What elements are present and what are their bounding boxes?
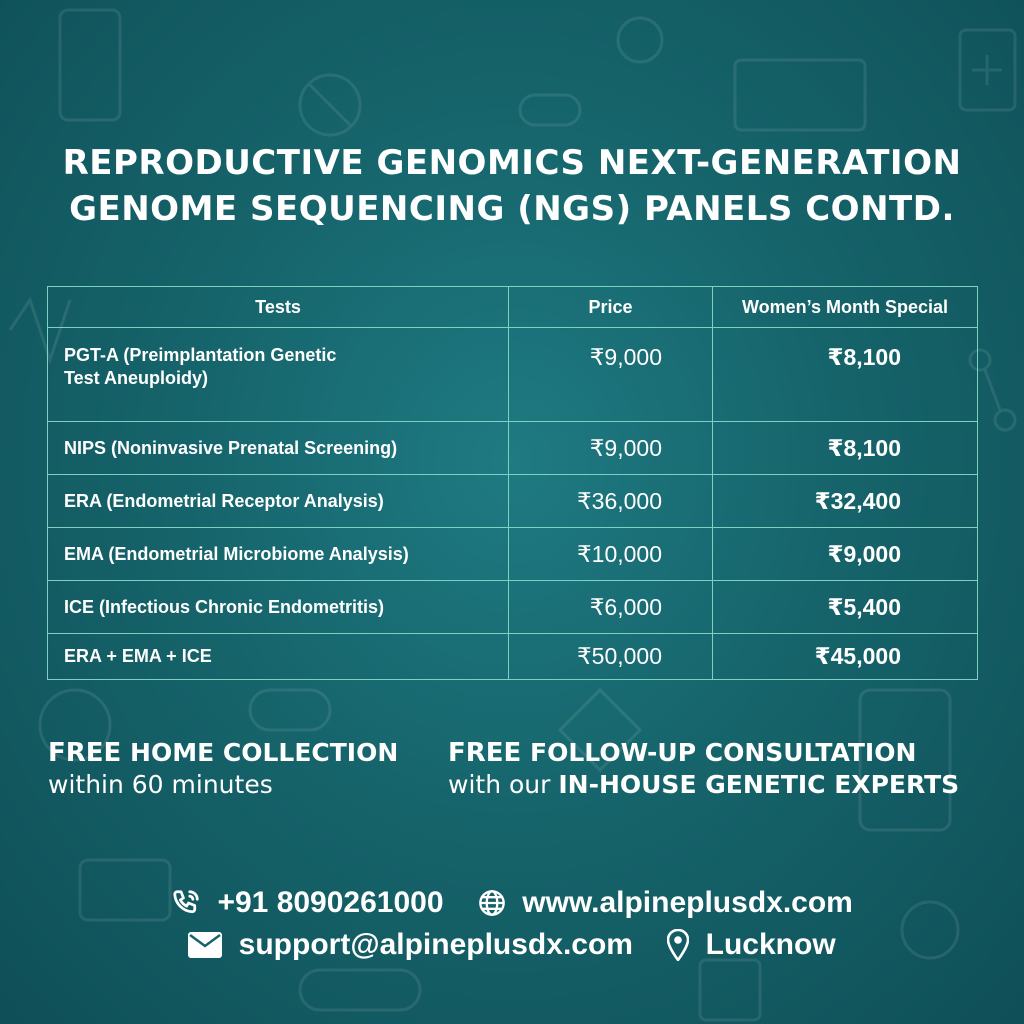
perk-detail-highlight: IN-HOUSE GENETIC EXPERTS: [558, 770, 960, 799]
perk-detail: within 60 minutes: [48, 770, 273, 799]
title-line-2: GENOME SEQUENCING (NGS) PANELS CONTD.: [69, 189, 955, 229]
table-row: [48, 422, 978, 475]
table-header-row: [48, 287, 978, 328]
table-row: [48, 581, 978, 634]
column-header-price: Price: [509, 287, 713, 328]
table-row: [48, 475, 978, 528]
special-price-cell: ₹8,100: [713, 328, 978, 422]
home-collection-perk: [48, 737, 398, 801]
phone-icon: [171, 888, 201, 918]
email-contact[interactable]: [188, 927, 633, 962]
special-price-cell: ₹32,400: [713, 475, 978, 528]
globe-icon: [478, 889, 506, 917]
envelope-icon: [188, 932, 222, 958]
test-name-continued: Test Aneuploidy): [64, 368, 208, 388]
price-cell: ₹10,000: [509, 528, 713, 581]
table-row: [48, 328, 978, 422]
price-cell: ₹6,000: [509, 581, 713, 634]
price-table: [47, 286, 978, 680]
test-name-cell: NIPS (Noninvasive Prenatal Screening): [48, 422, 509, 475]
perk-detail: with our: [448, 770, 551, 799]
page-title: [0, 140, 1024, 232]
perk-title: HOME COLLECTION: [130, 738, 399, 767]
website-link: www.alpineplusdx.com: [522, 885, 853, 919]
special-price-cell: ₹8,100: [713, 422, 978, 475]
website-contact[interactable]: [478, 885, 853, 920]
table-row: [48, 528, 978, 581]
phone-number: +91 8090261000: [217, 885, 444, 919]
special-price-cell: ₹45,000: [713, 634, 978, 680]
contact-row-1: [0, 884, 1024, 920]
test-name: PGT-A (Preimplantation Genetic: [64, 345, 337, 365]
special-price-cell: ₹5,400: [713, 581, 978, 634]
perk-title: FOLLOW-UP CONSULTATION: [530, 738, 917, 767]
location-contact[interactable]: [667, 927, 835, 962]
test-name-cell: ICE (Infectious Chronic Endometritis): [48, 581, 509, 634]
test-name-cell: ERA + EMA + ICE: [48, 634, 509, 680]
special-price-cell: ₹9,000: [713, 528, 978, 581]
title-line-1: REPRODUCTIVE GENOMICS NEXT-GENERATION: [62, 143, 962, 183]
price-cell: ₹9,000: [509, 328, 713, 422]
column-header-tests: Tests: [48, 287, 509, 328]
free-label: FREE: [448, 738, 522, 768]
table-row: [48, 634, 978, 680]
test-name-cell: EMA (Endometrial Microbiome Analysis): [48, 528, 509, 581]
email-address: support@alpineplusdx.com: [238, 927, 633, 961]
column-header-special: Women’s Month Special: [713, 287, 978, 328]
contact-row-2: [0, 926, 1024, 962]
price-cell: ₹50,000: [509, 634, 713, 680]
price-cell: ₹36,000: [509, 475, 713, 528]
free-label: FREE: [48, 738, 122, 768]
test-name-cell: ERA (Endometrial Receptor Analysis): [48, 475, 509, 528]
location-pin-icon: [667, 929, 689, 961]
price-cell: ₹9,000: [509, 422, 713, 475]
phone-contact[interactable]: [171, 885, 443, 920]
test-name-cell: [48, 328, 509, 422]
consultation-perk: [448, 737, 959, 801]
location-name: Lucknow: [705, 927, 836, 961]
